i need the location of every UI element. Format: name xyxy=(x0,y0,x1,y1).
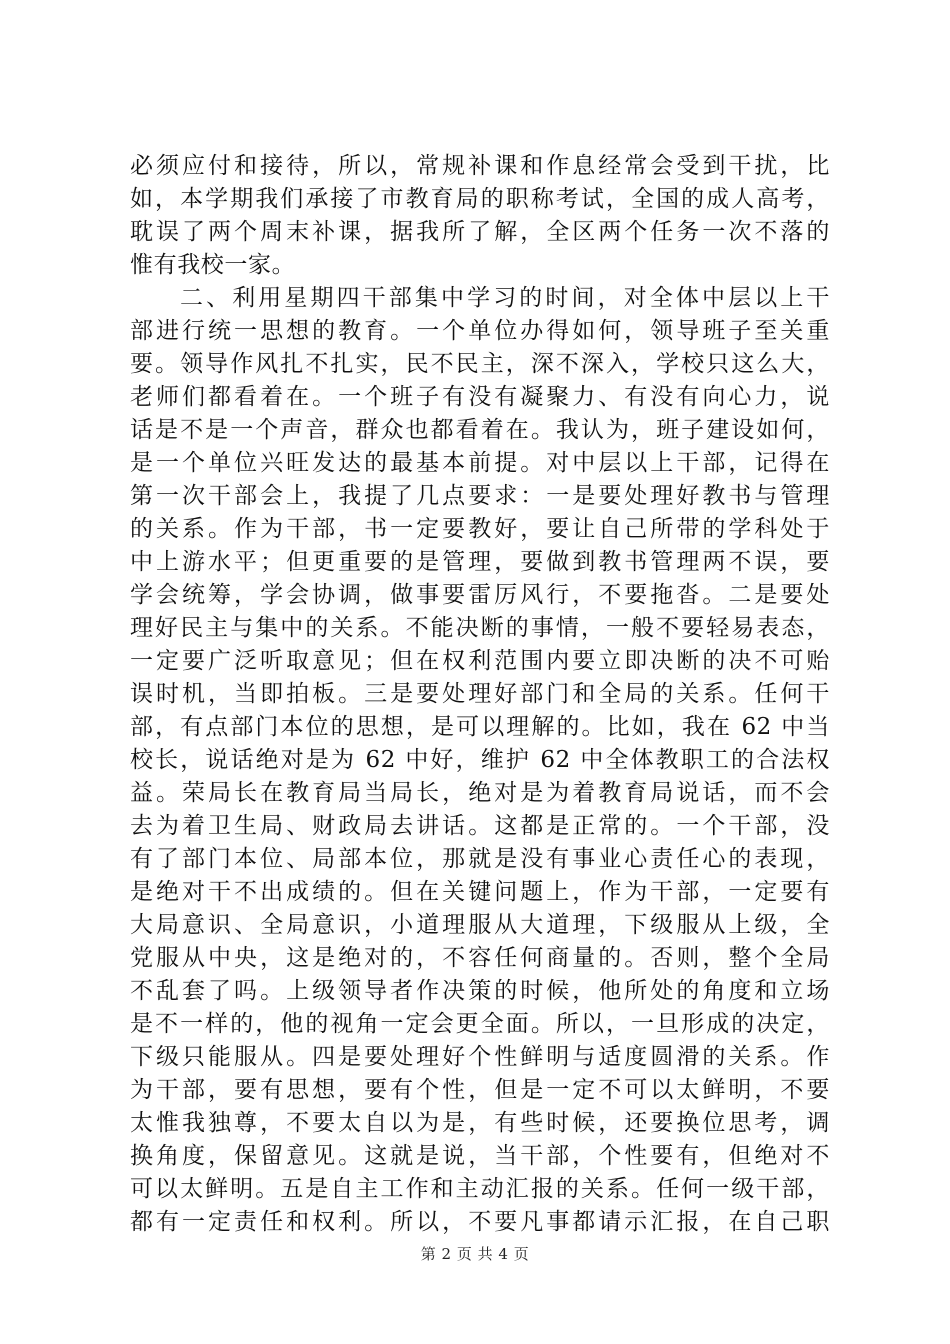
text-line: 有了部门本位、局部本位，那就是没有事业心责任心的表现， xyxy=(130,846,830,872)
text-line: 如，本学期我们承接了市教育局的职称考试，全国的成人高考， xyxy=(130,186,830,212)
paragraph-start-line: 二、利用星期四干部集中学习的时间，对全体中层以上干 xyxy=(180,285,830,311)
text-line: 是一个单位兴旺发达的最基本前提。对中层以上干部，记得在 xyxy=(130,450,830,476)
text-line: 必须应付和接待，所以，常规补课和作息经常会受到干扰，比 xyxy=(130,153,830,179)
text-line: 去为着卫生局、财政局去讲话。这都是正常的。一个干部，没 xyxy=(130,813,830,839)
text-line: 都有一定责任和权利。所以，不要凡事都请示汇报，在自己职 xyxy=(130,1209,830,1235)
text-line: 大局意识、全局意识，小道理服从大道理，下级服从上级，全 xyxy=(130,912,830,938)
text-line: 可以太鲜明。五是自主工作和主动汇报的关系。任何一级干部， xyxy=(130,1176,830,1202)
text-line: 第一次干部会上，我提了几点要求：一是要处理好教书与管理 xyxy=(130,483,830,509)
text-line: 老师们都看着在。一个班子有没有凝聚力、有没有向心力，说 xyxy=(130,384,830,410)
text-line: 为干部，要有思想，要有个性，但是一定不可以太鲜明，不要 xyxy=(130,1077,830,1103)
text-line: 是不一样的，他的视角一定会更全面。所以，一旦形成的决定， xyxy=(130,1011,830,1037)
text-line: 益。荣局长在教育局当局长，绝对是为着教育局说话，而不会 xyxy=(130,780,830,806)
text-line: 校长，说话绝对是为 62 中好，维护 62 中全体教职工的合法权 xyxy=(130,747,830,773)
text-line: 的关系。作为干部，书一定要教好，要让自己所带的学科处于 xyxy=(130,516,830,542)
text-line: 耽误了两个周末补课，据我所了解，全区两个任务一次不落的 xyxy=(130,219,830,245)
text-line: 是绝对干不出成绩的。但在关键问题上，作为干部，一定要有 xyxy=(130,879,830,905)
text-line: 误时机，当即拍板。三是要处理好部门和全局的关系。任何干 xyxy=(130,681,830,707)
text-line: 理好民主与集中的关系。不能决断的事情，一般不要轻易表态， xyxy=(130,615,830,641)
text-line: 话是不是一个声音，群众也都看着在。我认为，班子建设如何， xyxy=(130,417,830,443)
text-line: 不乱套了吗。上级领导者作决策的时候，他所处的角度和立场 xyxy=(130,978,830,1004)
text-line: 惟有我校一家。 xyxy=(130,252,296,278)
text-line: 要。领导作风扎不扎实，民不民主，深不深入，学校只这么大， xyxy=(130,351,830,377)
text-line: 一定要广泛听取意见；但在权利范围内要立即决断的决不可贻 xyxy=(130,648,830,674)
text-line: 太惟我独尊，不要太自以为是，有些时候，还要换位思考，调 xyxy=(130,1110,830,1136)
text-line: 学会统筹，学会协调，做事要雷厉风行，不要拖沓。二是要处 xyxy=(130,582,830,608)
document-body xyxy=(130,150,830,1239)
text-line: 下级只能服从。四是要处理好个性鲜明与适度圆滑的关系。作 xyxy=(130,1044,830,1070)
text-line: 换角度，保留意见。这就是说，当干部，个性要有，但绝对不 xyxy=(130,1143,830,1169)
text-line: 党服从中央，这是绝对的，不容任何商量的。否则，整个全局 xyxy=(130,945,830,971)
text-line: 部，有点部门本位的思想，是可以理解的。比如，我在 62 中当 xyxy=(130,714,830,740)
text-line: 部进行统一思想的教育。一个单位办得如何，领导班子至关重 xyxy=(130,318,830,344)
page-number-footer: 第 2 页 共 4 页 xyxy=(420,1245,530,1263)
text-line: 中上游水平；但更重要的是管理，要做到教书管理两不误，要 xyxy=(130,549,830,575)
